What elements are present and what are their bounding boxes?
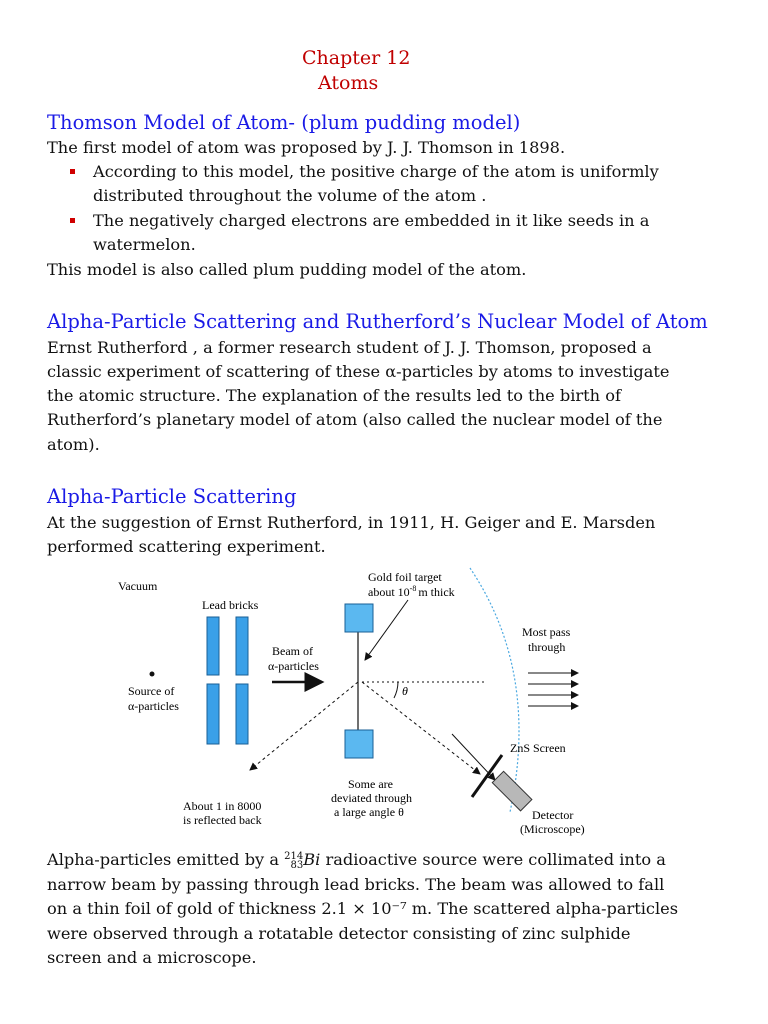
scattering-line2: performed scattering experiment. bbox=[47, 537, 326, 556]
final-line2: narrow beam by passing through lead bricks. The beam was allowed to fall bbox=[47, 875, 665, 894]
label-some-line2: deviated through bbox=[331, 791, 412, 805]
label-detector-line1: Detector bbox=[532, 808, 574, 822]
thomson-bullet2-line1: The negatively charged electrons are embedded in it like seeds in a bbox=[93, 211, 650, 230]
label-some-line1: Some are bbox=[348, 777, 393, 791]
lead-brick bbox=[207, 684, 219, 744]
chapter-number: Chapter 12 bbox=[302, 47, 411, 69]
final-line3: on a thin foil of gold of thickness 2.1 × 10⁻⁷ m. The scattered alpha-particles bbox=[47, 899, 679, 918]
scattering-line1: At the suggestion of Ernst Rutherford, in 1911, H. Geiger and E. Marsden bbox=[47, 513, 656, 532]
label-zns: ZnS Screen bbox=[510, 741, 566, 755]
rutherford-line2: classic experiment of scattering of these α-particles by atoms to investigate bbox=[47, 362, 670, 381]
label-lead-bricks: Lead bricks bbox=[202, 598, 259, 612]
theta-arc bbox=[394, 682, 398, 698]
thomson-bullet2-line2: watermelon. bbox=[93, 235, 196, 254]
label-some-line3: a large angle θ bbox=[334, 805, 404, 819]
rutherford-heading: Alpha-Particle Scattering and Rutherford’s Nuclear Model of Atom bbox=[47, 310, 708, 333]
label-most-line1: Most pass bbox=[522, 625, 571, 639]
lead-brick bbox=[236, 684, 248, 744]
final-line1: Alpha-particles emitted by a 214 83 Bi radioactive source were collimated into a bbox=[47, 850, 666, 871]
thomson-outro: This model is also called plum pudding model of the atom. bbox=[47, 260, 527, 279]
foil-block-bottom bbox=[345, 730, 373, 758]
label-gold-line1: Gold foil target bbox=[368, 570, 442, 584]
source-dot bbox=[150, 672, 155, 677]
final-line5: screen and a microscope. bbox=[47, 948, 257, 967]
rutherford-line4: Rutherford’s planetary model of atom (also called the nuclear model of the bbox=[47, 410, 663, 429]
scattering-heading: Alpha-Particle Scattering bbox=[47, 485, 297, 508]
lead-brick bbox=[236, 617, 248, 675]
scattering-diagram bbox=[100, 562, 620, 842]
label-theta: θ bbox=[402, 684, 408, 698]
label-beam-line1: Beam of bbox=[272, 644, 313, 658]
thomson-bullet1-line2: distributed throughout the volume of the atom . bbox=[93, 186, 487, 205]
deviated-path bbox=[362, 682, 480, 774]
rutherford-line3: the atomic structure. The explanation of the results led to the birth of bbox=[47, 386, 621, 405]
label-most-line2: through bbox=[528, 640, 566, 654]
zns-screen-arc bbox=[470, 568, 519, 812]
label-beam-line2: α-particles bbox=[268, 659, 319, 673]
foil-block-top bbox=[345, 604, 373, 632]
chapter-name: Atoms bbox=[318, 72, 379, 94]
label-detector-line2: (Microscope) bbox=[520, 822, 585, 836]
label-vacuum: Vacuum bbox=[118, 579, 158, 593]
detector-tube bbox=[492, 771, 532, 811]
thomson-bullet1-line1: According to this model, the positive charge of the atom is uniformly bbox=[93, 162, 659, 181]
label-reflect-line1: About 1 in 8000 bbox=[183, 799, 262, 813]
reflected-path bbox=[250, 682, 358, 770]
final-line4: were observed through a rotatable detector consisting of zinc sulphide bbox=[47, 924, 631, 943]
rutherford-line5: atom). bbox=[47, 435, 100, 454]
thomson-heading: Thomson Model of Atom- (plum pudding model) bbox=[47, 111, 521, 134]
thomson-intro: The first model of atom was proposed by J. J. Thomson in 1898. bbox=[47, 138, 566, 157]
rutherford-line1: Ernst Rutherford , a former research student of J. J. Thomson, proposed a bbox=[47, 338, 652, 357]
label-source-line2: α-particles bbox=[128, 699, 179, 713]
label-source-line1: Source of bbox=[128, 684, 175, 698]
label-reflect-line2: is reflected back bbox=[183, 813, 262, 827]
label-gold-line2: about $10^{-8}$ m thick bbox=[368, 584, 455, 599]
lead-brick bbox=[207, 617, 219, 675]
zns-screen bbox=[472, 755, 502, 797]
